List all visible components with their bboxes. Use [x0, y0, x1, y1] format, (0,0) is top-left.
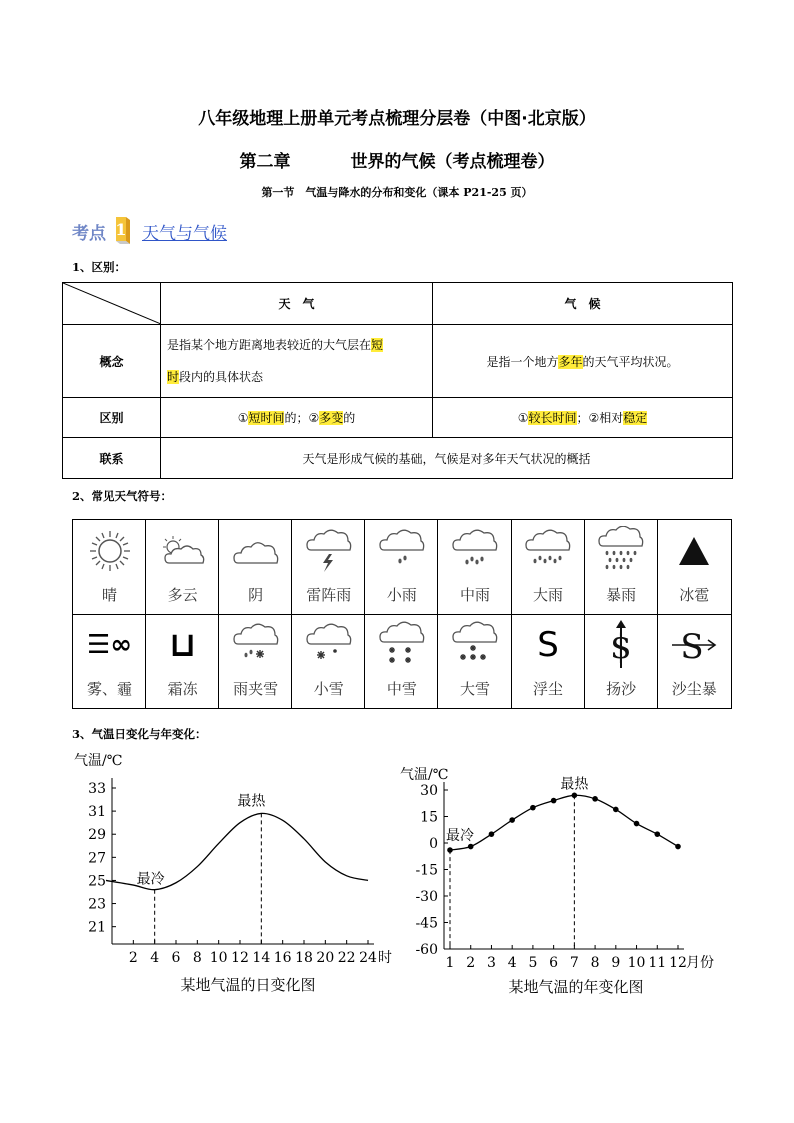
weather-label: 雾、霾	[86, 680, 132, 698]
weather-cell-frost	[146, 614, 219, 708]
y-tick-label: -15	[415, 862, 438, 879]
y-tick-label: -30	[415, 889, 438, 905]
x-tick-label: 8	[590, 955, 600, 971]
row-label-link: 联系	[63, 438, 161, 479]
cloud-icon	[230, 533, 282, 569]
annotation-label: 最热	[237, 793, 266, 810]
y-tick-label: 21	[88, 919, 106, 936]
weather-cell-light-rain	[365, 520, 438, 614]
weather-cell-sleet	[219, 614, 292, 708]
y-tick-label: 29	[88, 827, 106, 844]
svg-text:$: $	[610, 627, 632, 667]
sleet-icon	[230, 622, 282, 668]
weather-label: 阴	[248, 586, 264, 604]
table-row	[63, 438, 733, 479]
chapter-number: 第二章	[239, 152, 291, 172]
x-tick-label: 18	[295, 950, 313, 966]
weather-cell-partly-cloudy	[146, 520, 219, 614]
kaodian-number: 1	[115, 220, 127, 239]
x-tick-label: 2	[466, 955, 476, 971]
frost-icon: ⊔	[169, 625, 197, 665]
table-header-row	[63, 283, 733, 325]
x-tick-label: 1	[445, 955, 455, 971]
kaodian-title: 天气与气候	[142, 223, 227, 244]
x-tick-label: 16	[273, 950, 292, 966]
chapter-heading	[0, 147, 794, 172]
weather-cell-floating-dust	[512, 614, 585, 708]
fog-haze-icon: ☰∞	[87, 630, 132, 660]
data-point	[634, 821, 640, 827]
table-row	[63, 325, 733, 398]
moderate-snow-icon	[376, 620, 428, 670]
climate-difference: ①较长时间；②相对稳定	[433, 398, 733, 438]
comparison-table	[62, 282, 733, 479]
chart-title: 某地气温的日变化图	[180, 976, 316, 994]
heavy-rain-icon	[522, 528, 574, 574]
x-tick-label: 2	[128, 950, 138, 966]
x-tick-label: 3	[486, 955, 496, 971]
daily-temperature-chart	[60, 748, 400, 1000]
x-tick-label: 7	[569, 955, 579, 971]
weather-label: 雨夹雪	[233, 680, 279, 698]
data-point	[530, 805, 536, 811]
y-tick-label: 33	[88, 781, 106, 797]
weather-cell-moderate-rain	[438, 520, 511, 614]
weather-cell-sandstorm	[658, 614, 731, 708]
x-tick-label: 5	[528, 955, 538, 971]
heading-weather-symbols: 2、常见天气符号：	[72, 489, 173, 503]
weather-cell-light-snow	[292, 614, 365, 708]
y-tick-label: 31	[88, 804, 106, 821]
x-axis-unit: 时	[378, 950, 392, 966]
annotation-label: 最冷	[136, 871, 165, 888]
weather-concept: 是指某个地方距离地表较近的大气层在短 时段内的具体状态	[161, 325, 433, 398]
x-tick-label: 22	[337, 950, 356, 966]
y-tick-label: 15	[420, 809, 438, 826]
kaodian-number-icon	[112, 215, 134, 247]
y-tick-label: 23	[88, 896, 106, 913]
weather-cell-overcast	[219, 520, 292, 614]
data-point	[592, 796, 598, 802]
y-tick-label: -60	[415, 942, 438, 958]
weather-symbol-row	[73, 520, 731, 615]
x-tick-label: 6	[171, 950, 181, 966]
table-row	[63, 398, 733, 438]
weather-difference: ①短时间的；②多变的	[161, 398, 433, 438]
weather-cell-heavy-snow	[438, 614, 511, 708]
svg-text:S: S	[680, 627, 704, 667]
climate-concept: 是指一个地方多年的天气平均状况。	[433, 325, 733, 398]
data-point	[468, 844, 474, 850]
thunderstorm-icon	[303, 528, 355, 574]
y-tick-label: -45	[415, 915, 438, 932]
weather-label: 中雪	[386, 680, 417, 698]
weather-cell-hail	[658, 520, 731, 614]
weather-label: 雷阵雨	[306, 586, 352, 604]
weather-label: 霜冻	[167, 680, 198, 698]
y-tick-label: 27	[88, 850, 106, 867]
col-climate: 气 候	[433, 283, 733, 325]
chart-title: 某地气温的年变化图	[508, 978, 644, 996]
page-title: 八年级地理上册单元考点梳理分层卷（中图·北京版）	[198, 109, 596, 129]
y-tick-label: 30	[420, 783, 438, 799]
weather-label: 暴雨	[606, 586, 637, 604]
x-tick-label: 11	[648, 955, 667, 971]
weather-label: 冰雹	[679, 586, 710, 604]
weather-label: 浮尘	[533, 680, 564, 698]
x-tick-label: 24	[359, 950, 377, 966]
sun-icon	[88, 529, 132, 573]
data-point	[489, 831, 495, 837]
x-axis-unit: 月份	[686, 955, 714, 971]
floating-dust-icon: S	[537, 625, 559, 665]
annual-temperature-line	[450, 795, 678, 850]
heading-difference: 1、区别：	[72, 260, 127, 274]
x-tick-label: 10	[209, 950, 228, 966]
x-tick-label: 10	[627, 955, 646, 971]
data-point	[654, 831, 660, 837]
weather-symbol-table	[72, 519, 732, 709]
weather-label: 小雪	[313, 680, 344, 698]
annual-temperature-chart	[396, 762, 726, 1002]
weather-symbol-row	[73, 614, 731, 708]
weather-cell-heavy-rain	[512, 520, 585, 614]
x-tick-label: 14	[252, 950, 271, 966]
data-point	[613, 807, 619, 813]
chapter-title: 世界的气候（考点梳理卷）	[350, 152, 555, 172]
heading-temperature-change: 3、气温日变化与年变化：	[72, 727, 207, 741]
annotation-label: 最热	[560, 776, 589, 793]
weather-label: 小雨	[386, 586, 417, 604]
diagonal-cell	[63, 283, 161, 325]
light-rain-icon	[376, 528, 428, 574]
weather-cell-moderate-snow	[365, 614, 438, 708]
row-label-concept: 概念	[63, 325, 161, 398]
weather-cell-blowing-sand	[585, 614, 658, 708]
kaodian-label: 考点	[72, 223, 106, 244]
weather-cell-fog-haze	[73, 614, 146, 708]
link-text: 天气是形成气候的基础，气候是对多年天气状况的概括	[161, 438, 733, 479]
col-weather: 天 气	[161, 283, 433, 325]
row-label-difference: 区别	[63, 398, 161, 438]
section-heading: 第一节 气温与降水的分布和变化（课本 P21-25 页）	[261, 186, 533, 199]
data-point	[675, 844, 681, 850]
heavy-snow-icon	[449, 620, 501, 670]
weather-cell-thunderstorm	[292, 520, 365, 614]
x-tick-label: 4	[507, 955, 517, 971]
weather-cell-rainstorm	[585, 520, 658, 614]
weather-label: 大雪	[459, 680, 490, 698]
weather-label: 多云	[167, 586, 198, 604]
data-point	[551, 798, 557, 804]
y-tick-label: 0	[429, 836, 438, 852]
data-point	[509, 817, 515, 823]
weather-label: 中雨	[459, 586, 490, 604]
rainstorm-icon	[595, 526, 647, 576]
annotation-label: 最冷	[446, 828, 474, 845]
x-tick-label: 6	[549, 955, 559, 971]
sandstorm-icon	[668, 622, 720, 668]
weather-label: 大雨	[533, 586, 564, 604]
weather-label: 沙尘暴	[671, 680, 717, 698]
weather-label: 晴	[101, 586, 117, 604]
blowing-sand-icon	[601, 620, 641, 670]
y-axis-label: 气温/℃	[74, 753, 123, 769]
x-tick-label: 8	[192, 950, 202, 966]
kaodian-banner	[72, 214, 227, 248]
x-tick-label: 12	[231, 950, 249, 966]
x-tick-label: 9	[611, 955, 621, 971]
light-snow-icon	[303, 622, 355, 668]
hail-icon	[674, 531, 714, 571]
moderate-rain-icon	[449, 528, 501, 574]
weather-cell-sunny	[73, 520, 146, 614]
y-tick-label: 25	[88, 873, 106, 890]
x-tick-label: 20	[316, 950, 335, 966]
weather-label: 扬沙	[606, 680, 637, 698]
partly-cloudy-icon	[157, 533, 209, 569]
y-axis-label: 气温/℃	[400, 767, 449, 783]
x-tick-label: 12	[669, 955, 687, 971]
x-tick-label: 4	[150, 950, 160, 966]
